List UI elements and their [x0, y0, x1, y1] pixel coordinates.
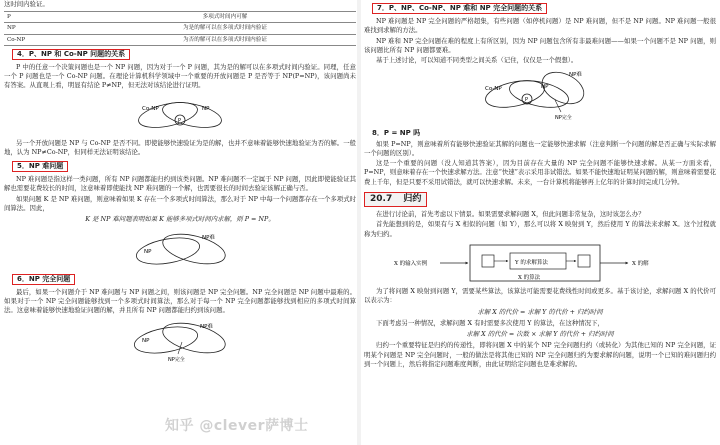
equation-1: 求解 X 的代价 = 求解 Y 的代价 + 归约时间	[477, 307, 603, 316]
figure-npc	[110, 318, 250, 364]
class-table	[4, 11, 356, 45]
npc-label: NP完全	[555, 114, 572, 121]
venn-diagram-3	[110, 318, 250, 364]
npc-label: NP完全	[168, 356, 185, 363]
table-cell-class: Co-NP	[4, 34, 94, 45]
section-8-para-2: 这是一个重要的问题（没人知道其答案），因为目前存在大量的 NP 完全问题不能够快速求解。从某一方面来看，P=NP，则意味着存在一个快速求解方法。注意“快速”表示采用非试错法。如果不能快速地证明某问题的解，则意味着需要花费上千年，但是只要不采用试错法，就可以快速求解。未来，一台计算机将能够再上亿年的计算时间完成几分钟。	[364, 159, 716, 186]
chapter-heading	[364, 192, 427, 207]
reduction-para-2: 首先能想到的是，如果有与 X 相似的问题（如 Y），那么可以将 X 映射到 Y，然后使用 Y 的算法来求解 X。这个过程就称为归约。	[364, 220, 716, 238]
table-cell-class: P	[4, 12, 94, 23]
venn-diagram-1	[120, 93, 240, 137]
right-page	[364, 0, 716, 445]
table-cell-desc: 为否的解可以在多项式时间内验证	[94, 34, 356, 45]
np-label: NP	[142, 337, 150, 344]
conp-label: Co-NP	[142, 105, 159, 112]
venn-diagram-4	[465, 68, 615, 124]
section-8-heading: 8．P = NP 吗	[372, 128, 421, 137]
page-gutter	[357, 0, 361, 445]
figure-np-nphard	[110, 227, 250, 269]
outer-label: X 的算法	[518, 274, 541, 281]
reduction-para-3: 为了将问题 X 映射到问题 Y，需要某些算法，该算法可能需要花费线性时间或更多。基于该讨论，求解问题 X 的代价可以表示为：	[364, 286, 716, 305]
section-6-heading: 6．NP 完全问题	[12, 274, 75, 285]
output-label: X 的解	[632, 260, 649, 267]
np-label: NP	[541, 83, 549, 90]
section-7-para-3: 基于上述讨论，可以知道不同类型之间关系（记住，仅仅是一个假想）。	[376, 56, 578, 65]
figure-p-np-conp	[120, 93, 240, 137]
section-7-para-1: NP 难问题是 NP 完全问题的严格超集，有些问题（如停机问题）是 NP 难问题，但不是 NP 问题。NP 难问题一般很难找到求解的方法。	[364, 17, 716, 35]
section-7-heading: 7．P、NP、Co-NP、NP 难和 NP 完全问题的关系	[372, 3, 547, 14]
section-4-heading: 4．P、NP 和 Co-NP 问题的关系	[12, 49, 130, 60]
table-cell-desc: 多项式时间内可解	[94, 12, 356, 23]
map-box-in	[482, 255, 494, 267]
np-label: NP	[144, 248, 152, 255]
nphard-label: NP难	[200, 323, 213, 330]
map-box-out	[578, 255, 590, 267]
np-label: NP	[202, 105, 210, 112]
nphard-ellipse	[160, 318, 228, 358]
chapter-title: 归约	[403, 194, 422, 205]
reduction-para-1: 在进行讨论前，首先考虑以下情景。如果需要求解问题 X，但此问题非常复杂，这时该怎么办？	[376, 210, 645, 219]
table-row	[4, 34, 356, 45]
inner-label: Y 的求解算法	[515, 259, 548, 266]
left-page	[4, 0, 356, 445]
section-4-para-1: P 中的任意一个决策问题也是一个 NP 问题，因为对于一个 P 问题，其为是的解可以在多项式时间内验证。同理，任意一个 P 问题也是一个 Co-NP 问题。在理论计算机科学领域中一个重要的开放问题是 P 是否等于 NP(P=NP)，该问题尚未有答案。从直观上看，明显有结论 P≠NP，但无法对该结论进行证明。	[4, 62, 356, 90]
figure-all-classes	[465, 68, 615, 124]
section-7-para-2: NP 难和 NP 完全问题在难的程度上有所区别，因为 NP 问题包含所有非最难问题——如果一个问题不是 NP 问题，则该问题比所有 NP 问题都要难。	[364, 36, 716, 54]
section-5-italic: K 是 NP 难问题表明如果 K 能够多项式时间内求解，则 P = NP。	[85, 215, 275, 224]
section-8-para-1: 如果 P=NP，则意味着所有能够快速验证其解的问题也一定能够快速求解（注意判断一个问题的解是否正确与实际求解一个问题的区别）。	[364, 139, 716, 157]
reduction-para-4: 下面考虑另一种情况，求解问题 X 有时需要多次使用 Y 的算法，在这种情况下，	[376, 318, 604, 327]
top-line: 这时间内验证。	[4, 0, 49, 8]
nphard-label: NP难	[202, 234, 215, 241]
reduction-diagram	[390, 241, 690, 285]
section-5-heading: 5．NP 难问题	[12, 161, 68, 172]
p-label: P	[178, 117, 182, 124]
table-cell-class: NP	[4, 23, 94, 34]
p-label: P	[525, 96, 529, 103]
table-row	[4, 12, 356, 23]
conp-label: Co-NP	[485, 85, 502, 92]
section-6-para-1: 最后，如果一个问题介于 NP 难问题与 NP 问题之间，则该问题是 NP 完全问题。NP 完全问题是 NP 问题中最难的。如果对于一个 NP 完全问题能够找到一个多项式时间算法，那么对于每一个 NP 完全问题都能够找到相应的多项式时间算法。这意味着能够快速地验证问题的解，并且所有 NP 问题都能归约到该问题。	[4, 287, 356, 315]
section-5-para-2: 如果问题 K 是 NP 难问题，则意味着如果 K 存在一个多项式时间算法，那么对于 NP 中每一个问题都存在一个多项式时间算法。因此，	[4, 194, 356, 213]
nphard-label: NP难	[569, 71, 582, 78]
table-cell-desc: 为是的解可以在多项式时间内验证	[94, 23, 356, 34]
section-4-para-2: 另一个开放问题是 NP 与 Co-NP 是否不同。即使能够快速验证为是的解，也并不意味着能够快速地验证为否的解。一般地，认为 NP≠Co-NP，但同样无法证明该结论。	[4, 138, 356, 156]
watermark: 知乎 @clever萨博士	[165, 418, 309, 434]
reduction-para-5: 归约一个重要特征是归约的传递性，即将问题 X 中的某个 NP 完全问题归约（或转化）为其他已知的 NP 完全问题，证明某个问题是 NP 完全问题时，一般的做法是将其他已知的 NP 完全问题归约为要求解的问题，说明一个已知的难问题归约到一个问题上，然后将指定问题难度判断，由此证明给定问题也是难求解的。	[364, 341, 716, 368]
section-5-para-1: NP 难问题是指这样一类问题，所有 NP 问题都能归约到该类问题。NP 难问题不一定属于 NP 问题，因此即使能验证其解也需要花费较长的时间，这意味着即使能找 NP 难问题的一个解，也需要很长的时间去验证该解正确与否。	[4, 175, 356, 193]
equation-2: 求解 X 的代价 = 次数 × 求解 Y 的代价 + 归约时间	[466, 330, 614, 339]
input-label: X 的输入实例	[394, 260, 428, 267]
table-row	[4, 23, 356, 34]
figure-reduction	[390, 241, 690, 285]
venn-diagram-2	[110, 227, 250, 269]
chapter-number: 20.7	[370, 194, 393, 205]
